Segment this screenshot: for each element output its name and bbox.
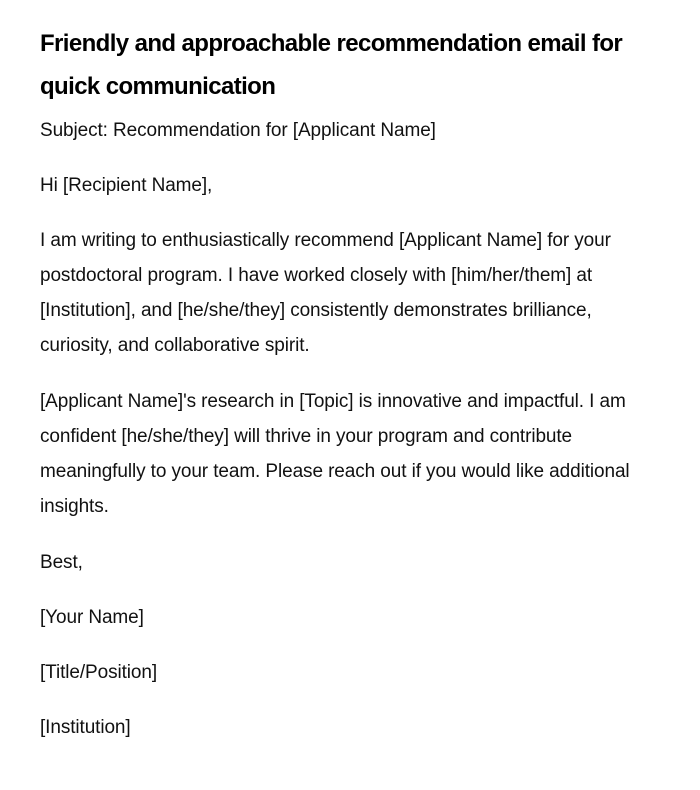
email-closing: Best, [40,552,83,573]
signature-name: [Your Name] [40,607,144,628]
email-subject: Subject: Recommendation for [Applicant Name] [40,120,436,141]
document-title: Friendly and approachable recommendation email for quick communication [40,30,623,100]
signature-institution: [Institution] [40,717,131,738]
email-greeting: Hi [Recipient Name], [40,175,213,196]
email-paragraph-2: [Applicant Name]'s research in [Topic] is innovative and impactful. I am confident [he/she/they] will thrive in your program and contribute meaningfully to your team. Please reach out if you would like additional insights. [40,391,630,517]
signature-title: [Title/Position] [40,662,158,683]
email-paragraph-1: I am writing to enthusiastically recommend [Applicant Name] for your postdoctoral program. I have worked closely with [him/her/them] at [Institution], and [he/she/they] consistently demonstrates brilliance, curiosity, and collaborative spirit. [40,230,611,356]
